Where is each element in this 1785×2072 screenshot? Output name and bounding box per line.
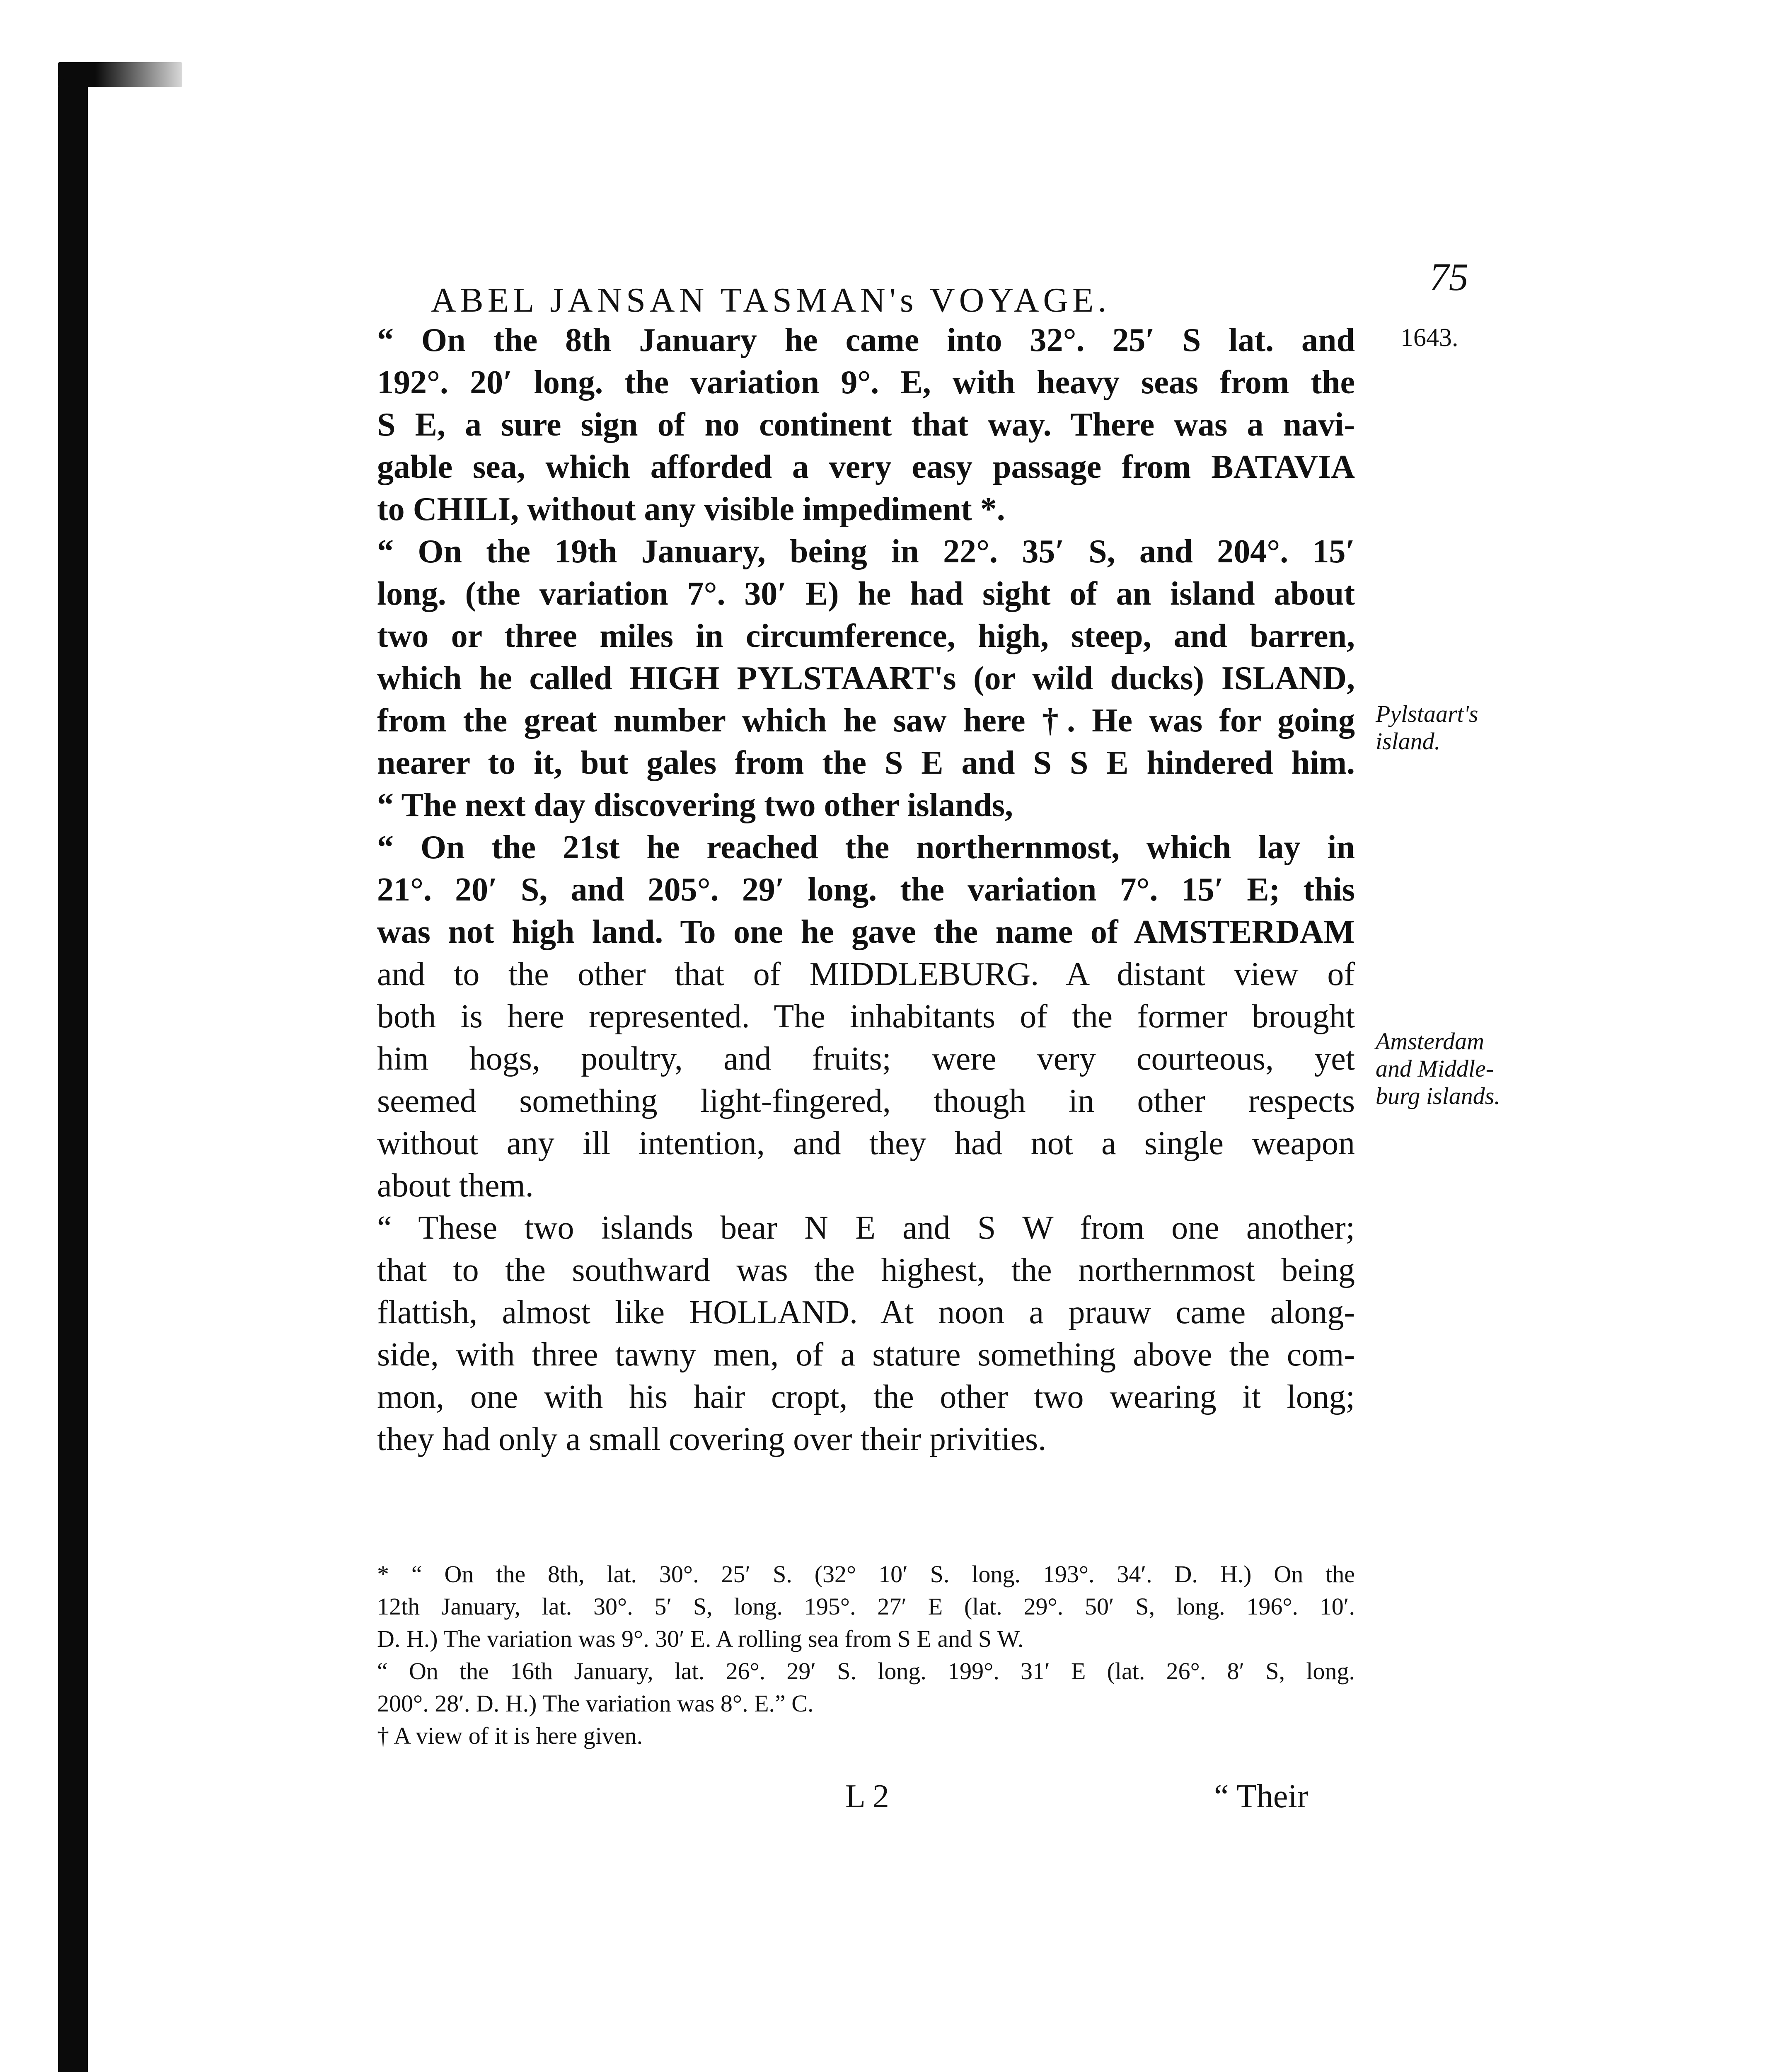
text-line: from the great number which he saw here †. He was for going [377, 702, 1355, 739]
margin-note-line: and Middle- [1376, 1055, 1494, 1082]
footnote-line: D. H.) The variation was 9°. 30′ E. A rolling sea from S E and S W. [377, 1625, 1024, 1652]
footnote-line: † A view of it is here given. [377, 1722, 643, 1749]
main-text-block [377, 319, 1355, 1460]
text-line: without any ill intention, and they had not a single weapon [377, 1125, 1355, 1162]
text-line: “ On the 19th January, being in 22°. 35′ S, and 204°. 15′ [377, 533, 1355, 570]
text-line: nearer to it, but gales from the S E and S S E hindered him. [377, 745, 1355, 781]
text-line: that to the southward was the highest, the northernmost being [377, 1252, 1355, 1288]
text-line: gable sea, which afforded a very easy passage from BATAVIA [377, 449, 1355, 485]
margin-note-line: Pylstaart's [1376, 700, 1478, 727]
text-line: was not high land. To one he gave the name of AMSTERDAM [377, 914, 1355, 950]
binding-strip [58, 79, 88, 2072]
margin-note-amsterdam [1376, 1028, 1500, 1110]
text-line: “ The next day discovering two other islands, [377, 787, 1013, 823]
text-line: long. (the variation 7°. 30′ E) he had sight of an island about [377, 576, 1355, 612]
margin-note-pylstaart [1376, 700, 1478, 755]
margin-note-line: Amsterdam [1376, 1028, 1485, 1055]
text-line: S E, a sure sign of no continent that way. There was a navi- [377, 407, 1355, 443]
footnotes-block [377, 1558, 1355, 1752]
text-line: they had only a small covering over their privities. [377, 1421, 1047, 1457]
footnote-line: 12th January, lat. 30°. 5′ S, long. 195°. 27′ E (lat. 29°. 50′ S, long. 196°. 10′. [377, 1593, 1355, 1620]
text-line: “ On the 8th January he came into 32°. 25′ S lat. and [377, 322, 1355, 358]
text-line: and to the other that of MIDDLEBURG. A distant view of [377, 956, 1355, 992]
text-line: about them. [377, 1167, 534, 1204]
text-line: “ These two islands bear N E and S W from one another; [377, 1210, 1355, 1246]
text-line: “ On the 21st he reached the northernmost, which lay in [377, 829, 1355, 866]
text-line: mon, one with his hair cropt, the other two wearing it long; [377, 1379, 1355, 1415]
text-line: seemed something light-fingered, though in other respects [377, 1083, 1355, 1119]
footnote-line: 200°. 28′. D. H.) The variation was 8°. E.” C. [377, 1690, 814, 1717]
footnote-line: * “ On the 8th, lat. 30°. 25′ S. (32° 10′ S. long. 193°. 34′. D. H.) On the [377, 1561, 1355, 1588]
margin-note-line: burg islands. [1376, 1082, 1500, 1109]
text-line: which he called HIGH PYLSTAART's (or wild ducks) ISLAND, [377, 660, 1355, 697]
running-head: ABEL JANSAN TASMAN's VOYAGE. [431, 281, 1111, 320]
text-line: both is here represented. The inhabitants of the former brought [377, 998, 1355, 1035]
text-line: 192°. 20′ long. the variation 9°. E, with heavy seas from the [377, 364, 1355, 401]
page-number: 75 [1429, 256, 1468, 299]
text-line: side, with three tawny men, of a stature something above the com- [377, 1336, 1355, 1373]
text-line: to CHILI, without any visible impediment *. [377, 491, 1005, 528]
year-margin-note: 1643. [1400, 324, 1458, 352]
text-line: flattish, almost like HOLLAND. At noon a prauw came along- [377, 1294, 1355, 1331]
footnote-line: “ On the 16th January, lat. 26°. 29′ S. long. 199°. 31′ E (lat. 26°. 8′ S, long. [377, 1658, 1355, 1685]
text-line: 21°. 20′ S, and 205°. 29′ long. the variation 7°. 15′ E; this [377, 871, 1355, 908]
text-line: him hogs, poultry, and fruits; were very courteous, yet [377, 1041, 1355, 1077]
signature-mark: L 2 [845, 1778, 889, 1815]
catchword: “ Their [1214, 1778, 1309, 1815]
text-line: two or three miles in circumference, high, steep, and barren, [377, 618, 1355, 654]
margin-note-line: island. [1376, 728, 1441, 755]
